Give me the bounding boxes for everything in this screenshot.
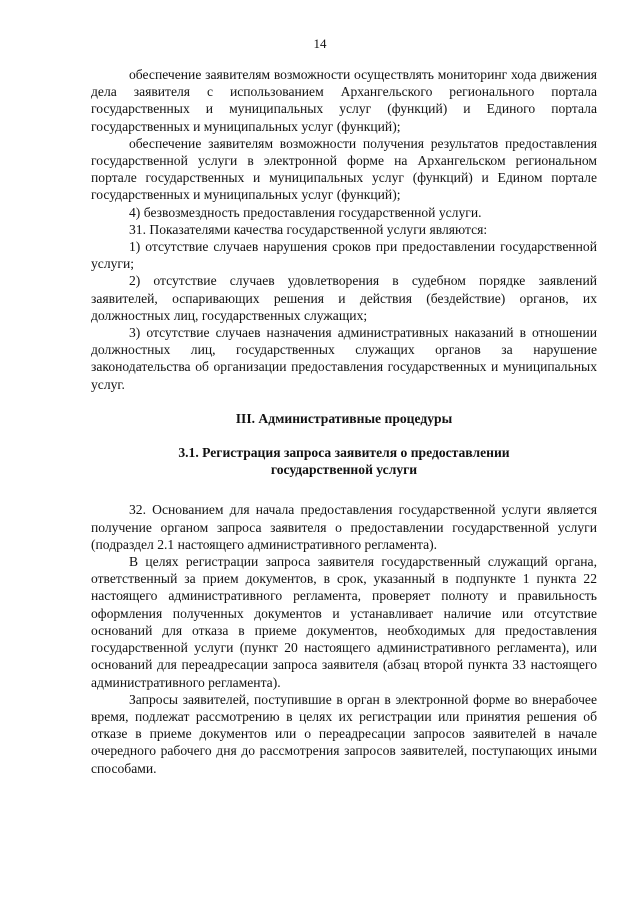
subsection-heading-line-1: 3.1. Регистрация запроса заявителя о предоставлении [178,445,510,461]
paragraph-32-basis: 32. Основанием для начала предоставления государственной услуги является получение органом запроса заявителя о предоставлении государственной услуги (подраздел 2.1 настоящего административного регламента). [91,502,597,552]
paragraph-monitoring: обеспечение заявителям возможности осуществлять мониторинг хода движения дела заявителя с использованием Архангельского регионального портала государственных и муниципальных услуг (функций) и Единого портала государственных и муниципальных услуг (функций); [91,67,597,134]
paragraph-registration: В целях регистрации запроса заявителя государственный служащий органа, ответственный за прием документов, в срок, указанный в подпункте 1 пункта 22 настоящего административного регламента, проверяет полноту и правильность оформления полученных документов и устанавливает наличие или отсутствие оснований для отказа в приеме документов, необходимых для предоставления государственной услуги (пункт 20 настоящего административного регламента), или оснований для переадресации запроса заявителя (абзац второй пункта 33 настоящего административного регламента). [91,554,597,690]
paragraph-electronic-requests: Запросы заявителей, поступившие в орган в электронной форме во внерабочее время, подлежат рассмотрению в целях их регистрации или принятия решения об отказе в приеме документов или о переадресации запросов заявителей в начале очередного рабочего дня до рассмотрения запросов заявителей, поступающих иными способами. [91,691,597,776]
paragraph-indicator-2: 2) отсутствие случаев удовлетворения в судебном порядке заявлений заявителей, оспаривающих решения и действия (бездействие) органов, их должностных лиц, государственных служащих; [91,273,597,323]
paragraph-free-of-charge: 4) безвозмездность предоставления государственной услуги. [129,204,482,220]
document-body [91,66,597,777]
paragraph-electronic-result: обеспечение заявителям возможности получения результатов предоставления государственной услуги в электронной форме на Архангельском региональном портале государственных и муниципальных услуг (функций) и Едином портале государственных и муниципальных услуг (функций); [91,135,597,203]
section-heading: III. Административные процедуры [235,410,453,426]
subsection-heading [91,444,597,478]
paragraph-31-quality-indicators: 31. Показателями качества государственной услуги являются: [129,221,488,237]
subsection-heading-line-2: государственной услуги [270,462,418,478]
paragraph-indicator-1: 1) отсутствие случаев нарушения сроков при предоставлении государственной услуги; [91,239,597,272]
paragraph-indicator-3: 3) отсутствие случаев назначения административных наказаний в отношении должностных лиц, государственных служащих органов за нарушение законодательства об организации предоставления государственных и муниципальных услуг. [91,325,597,392]
page-number: 14 [313,36,327,51]
